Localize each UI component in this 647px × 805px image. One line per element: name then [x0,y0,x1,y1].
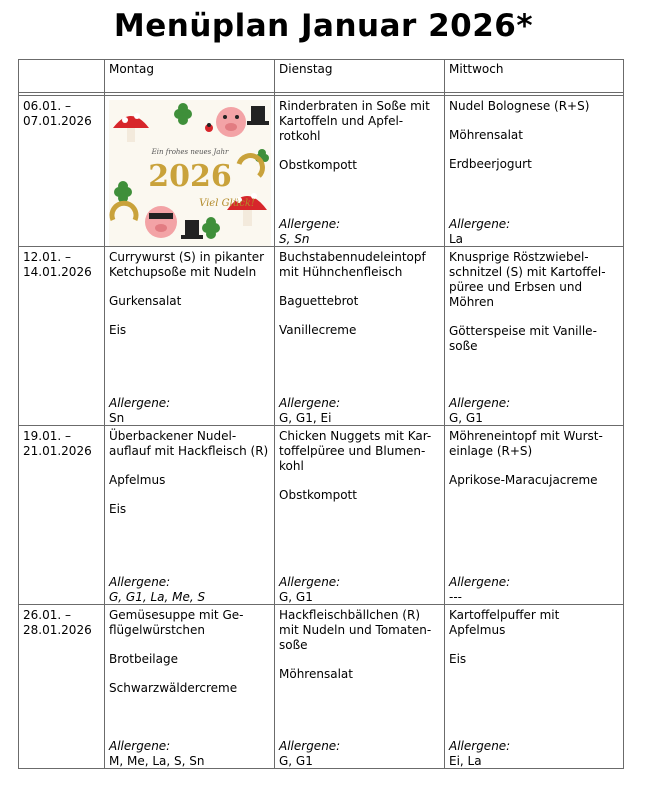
dish: Currywurst (S) in pikanter Ketchupsoße mit Nudeln [109,250,265,279]
week-row [19,96,624,247]
menu-table [18,59,624,769]
dish: Götterspeise mit Vanille-soße [449,324,597,353]
dish: Gemüsesuppe mit Ge-flügelwürstchen [109,608,244,637]
dish: Eis [109,502,127,516]
week-row [19,605,624,769]
allergen-value: G, G1 [279,754,313,768]
allergen-value: M, Me, La, S, Sn [109,754,205,768]
dish: Baguettebrot [279,294,359,308]
image-wish: Viel Glück! [199,198,255,209]
dish: Gurkensalat [109,294,182,308]
dish: Hackfleischbällchen (R) mit Nudeln und Tomaten-soße [279,608,432,652]
allergen-label: Allergene: [279,575,341,589]
allergen-label: Allergene: [279,396,341,410]
allergen-label: Allergene: [449,739,511,753]
allergen-label: Allergene: [109,739,171,753]
dish: Rinderbraten in Soße mit Kartoffeln und Apfel-rotkohl [279,99,430,143]
header-monday: Montag [105,60,275,93]
dish: Buchstabennudeleintopf mit Hühnchenfleisch [279,250,426,279]
allergen-value: G, G1, Ei [279,411,332,425]
dish: Aprikose-Maracujacreme [449,473,598,487]
week-date: 19.01. – 21.01.2026 [23,429,92,458]
dish: Möhrensalat [279,667,353,681]
dish: Schwarzwäldercreme [109,681,238,695]
allergen-value: S, Sn [279,232,310,246]
week-row [19,247,624,426]
allergen-label: Allergene: [449,217,511,231]
image-year: 2026 [148,159,232,194]
allergen-label: Allergene: [449,575,511,589]
dish: Obstkompott [279,488,357,502]
page-title: Menüplan Januar 2026* [113,8,534,44]
dish: Obstkompott [279,158,357,172]
allergen-value: Ei, La [449,754,482,768]
allergen-label: Allergene: [279,217,341,231]
dish: Möhreneintopf mit Wurst-einlage (R+S) [449,429,603,458]
dish: Knusprige Röstzwiebel-schnitzel (S) mit Kartoffel-püree und Erbsen und Möhren [449,250,606,309]
header-tuesday: Dienstag [275,60,445,93]
dish: Apfelmus [109,473,166,487]
header-wednesday: Mittwoch [445,60,624,93]
allergen-label: Allergene: [109,396,171,410]
allergen-value: G, G1 [449,411,483,425]
dish: Überbackener Nudel-auflauf mit Hackfleisch (R) [109,429,269,458]
week-date: 26.01. – 28.01.2026 [23,608,92,637]
dish: Brotbeilage [109,652,178,666]
allergen-label: Allergene: [449,396,511,410]
image-greeting: Ein frohes neues Jahr [151,148,229,156]
dish: Vanillecreme [279,323,357,337]
dish: Erdbeerjogurt [449,157,532,171]
allergen-value: La [449,232,464,246]
allergen-value: G, G1, La, Me, S [109,590,206,604]
dish: Eis [449,652,467,666]
allergen-label: Allergene: [279,739,341,753]
new-year-image [109,100,271,246]
dish: Eis [109,323,127,337]
header-empty [19,60,105,93]
header-row [19,60,624,93]
allergen-value: G, G1 [279,590,313,604]
week-row [19,426,624,605]
allergen-label: Allergene: [109,575,171,589]
dish: Chicken Nuggets mit Kar-toffelpüree und Blumen-kohl [279,429,432,473]
allergen-value: --- [449,590,462,604]
dish: Nudel Bolognese (R+S) [449,99,590,113]
dish: Möhrensalat [449,128,523,142]
pig-icon [216,107,246,137]
week-date: 12.01. – 14.01.2026 [23,250,92,279]
dish: Kartoffelpuffer mit Apfelmus [449,608,560,637]
pig-icon [145,206,177,238]
allergen-value: Sn [109,411,125,425]
week-date: 06.01. – 07.01.2026 [23,99,92,128]
